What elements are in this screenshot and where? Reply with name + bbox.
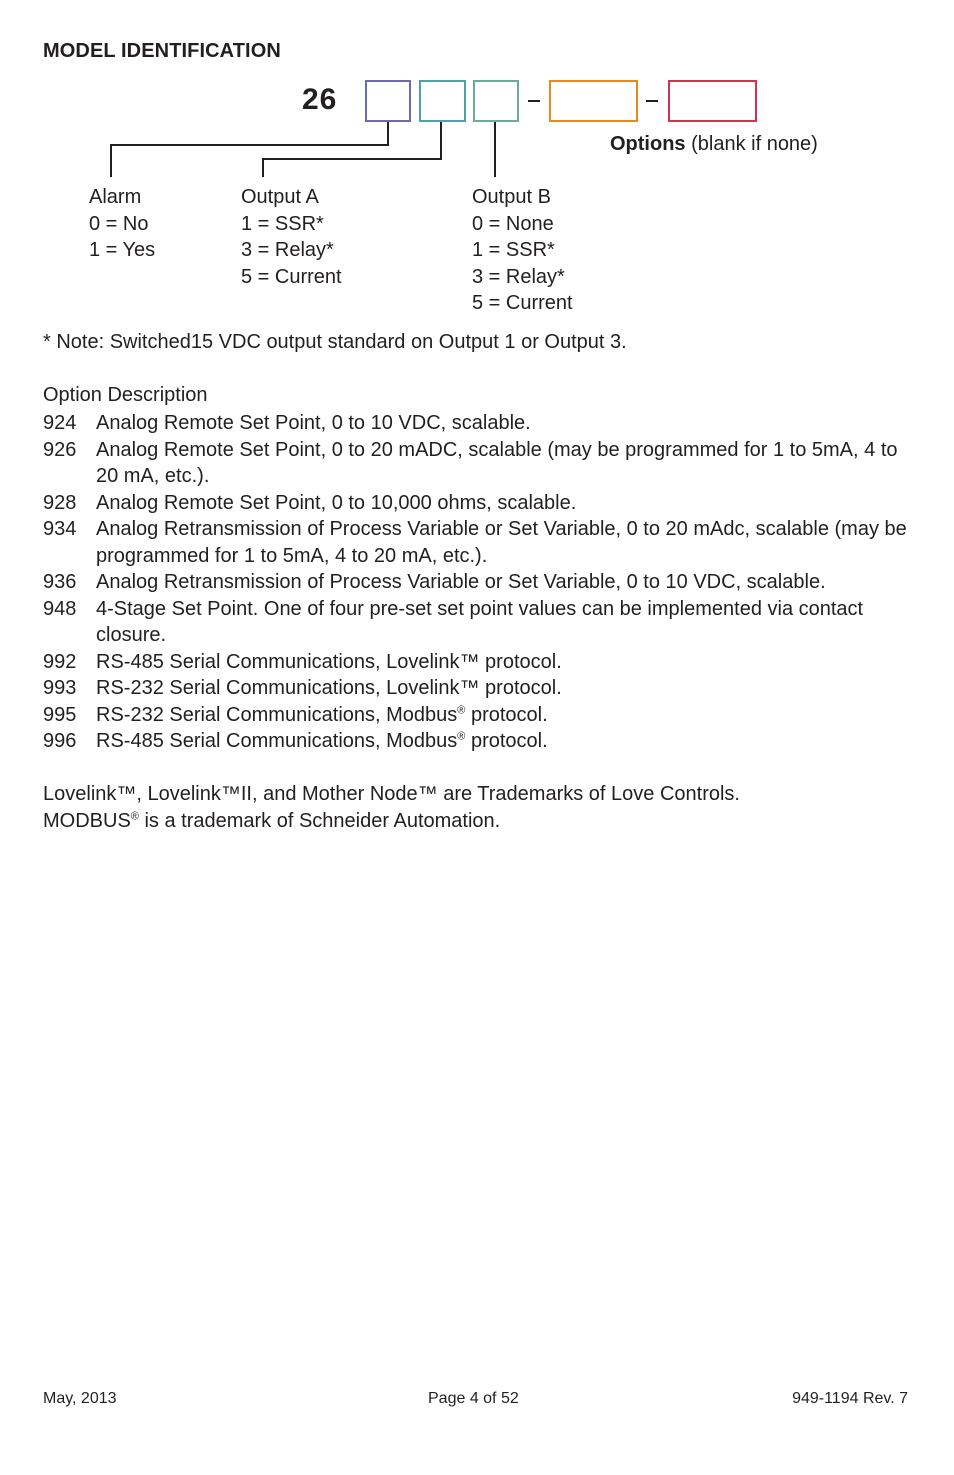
- registered-mark: ®: [457, 730, 466, 743]
- code-separator-dash: [646, 100, 658, 102]
- list-item: [43, 437, 913, 490]
- list-item: [43, 410, 913, 437]
- footer-page-number: Page 4 of 52: [428, 1390, 519, 1407]
- list-item: [43, 649, 913, 676]
- footer-date: May, 2013: [43, 1390, 117, 1407]
- option-desc: [96, 702, 913, 729]
- output-a-connector-vertical-lower: [262, 158, 264, 177]
- option-desc: [96, 728, 913, 755]
- alarm-heading: Alarm: [89, 186, 142, 208]
- option-code: 934: [43, 518, 77, 540]
- list-item: [43, 569, 913, 596]
- alarm-code-box: [365, 80, 411, 122]
- option-description-heading: Option Description: [43, 384, 208, 406]
- option-code-box-2: [668, 80, 757, 122]
- option-desc: RS-485 Serial Communications, Lovelink™ protocol.: [96, 650, 562, 673]
- list-item: [43, 596, 913, 649]
- footer-document-number: 949-1194 Rev. 7: [792, 1390, 908, 1407]
- option-desc-text: RS-232 Serial Communications, Modbus: [96, 703, 458, 726]
- model-code-prefix: 26: [302, 83, 338, 116]
- option-desc-text: RS-485 Serial Communications, Modbus: [96, 730, 458, 752]
- output-b-item: 1 = SSR*: [472, 239, 555, 261]
- option-desc: 4-Stage Set Point. One of four pre-set set point values can be implemented via contact closure.: [96, 597, 864, 646]
- output-note: * Note: Switched15 VDC output standard on Output 1 or Output 3.: [43, 331, 627, 353]
- option-desc-text: protocol.: [465, 703, 548, 726]
- option-code-box-1: [549, 80, 638, 122]
- options-label-rest: (blank if none): [685, 133, 818, 155]
- option-code: 993: [43, 677, 77, 699]
- list-item: [43, 490, 913, 517]
- option-description-list: [43, 410, 913, 755]
- alarm-column: [89, 184, 155, 264]
- alarm-connector-vertical-upper: [387, 122, 389, 146]
- output-a-connector-horizontal: [262, 158, 442, 160]
- option-code: 948: [43, 597, 77, 620]
- output-b-item: 5 = Current: [472, 292, 573, 314]
- output-a-heading: Output A: [241, 186, 319, 208]
- registered-mark: ®: [130, 809, 139, 822]
- options-label-bold: Options: [610, 133, 686, 155]
- alarm-item: 0 = No: [89, 212, 149, 235]
- option-code: 926: [43, 438, 77, 461]
- option-code: 924: [43, 412, 77, 434]
- output-a-code-box: [419, 80, 466, 122]
- option-code: 936: [43, 571, 77, 593]
- option-code: 928: [43, 491, 77, 514]
- option-code: 996: [43, 730, 77, 752]
- output-b-item: 0 = None: [472, 212, 554, 235]
- trademark-line: Lovelink™, Lovelink™II, and Mother Node™ are Trademarks of Love Controls.: [43, 783, 740, 805]
- list-item: [43, 516, 913, 569]
- page-title: MODEL IDENTIFICATION: [43, 40, 281, 62]
- trademarks-notice: [43, 781, 740, 834]
- output-a-item: 5 = Current: [241, 265, 342, 288]
- option-desc-text: protocol.: [465, 730, 548, 752]
- option-desc: Analog Retransmission of Process Variable or Set Variable, 0 to 10 VDC, scalable.: [96, 571, 826, 593]
- option-code: 995: [43, 703, 77, 726]
- alarm-connector-vertical-lower: [110, 144, 112, 177]
- output-b-column: [472, 184, 573, 317]
- code-separator-dash: [528, 100, 540, 102]
- alarm-item: 1 = Yes: [89, 239, 156, 261]
- options-field-label: [610, 133, 818, 156]
- output-a-connector-vertical-upper: [440, 122, 442, 160]
- list-item: [43, 702, 913, 729]
- trademark-line: [43, 808, 740, 835]
- output-b-connector-vertical: [494, 122, 496, 177]
- option-desc: Analog Remote Set Point, 0 to 10,000 ohms, scalable.: [96, 491, 577, 514]
- option-desc: Analog Remote Set Point, 0 to 10 VDC, scalable.: [96, 412, 531, 434]
- output-a-column: [241, 184, 342, 290]
- alarm-connector-horizontal: [110, 144, 389, 146]
- trademark-text: MODBUS: [43, 809, 131, 832]
- registered-mark: ®: [457, 703, 466, 716]
- output-b-code-box: [473, 80, 519, 122]
- option-desc: Analog Remote Set Point, 0 to 20 mADC, scalable (may be programmed for 1 to 5mA, 4 to 20 mA, etc.).: [96, 438, 898, 487]
- trademark-text: is a trademark of Schneider Automation.: [138, 809, 501, 832]
- output-b-heading: Output B: [472, 186, 551, 208]
- output-a-item: 1 = SSR*: [241, 212, 324, 235]
- option-desc: RS-232 Serial Communications, Lovelink™ protocol.: [96, 677, 562, 699]
- option-desc: Analog Retransmission of Process Variable or Set Variable, 0 to 20 mAdc, scalable (may be programmed for 1 to 5mA, 4 to 20 mA, etc.).: [96, 518, 907, 567]
- output-a-item: 3 = Relay*: [241, 239, 334, 261]
- list-item: [43, 675, 913, 702]
- output-b-item: 3 = Relay*: [472, 265, 565, 288]
- list-item: [43, 728, 913, 755]
- option-code: 992: [43, 650, 77, 673]
